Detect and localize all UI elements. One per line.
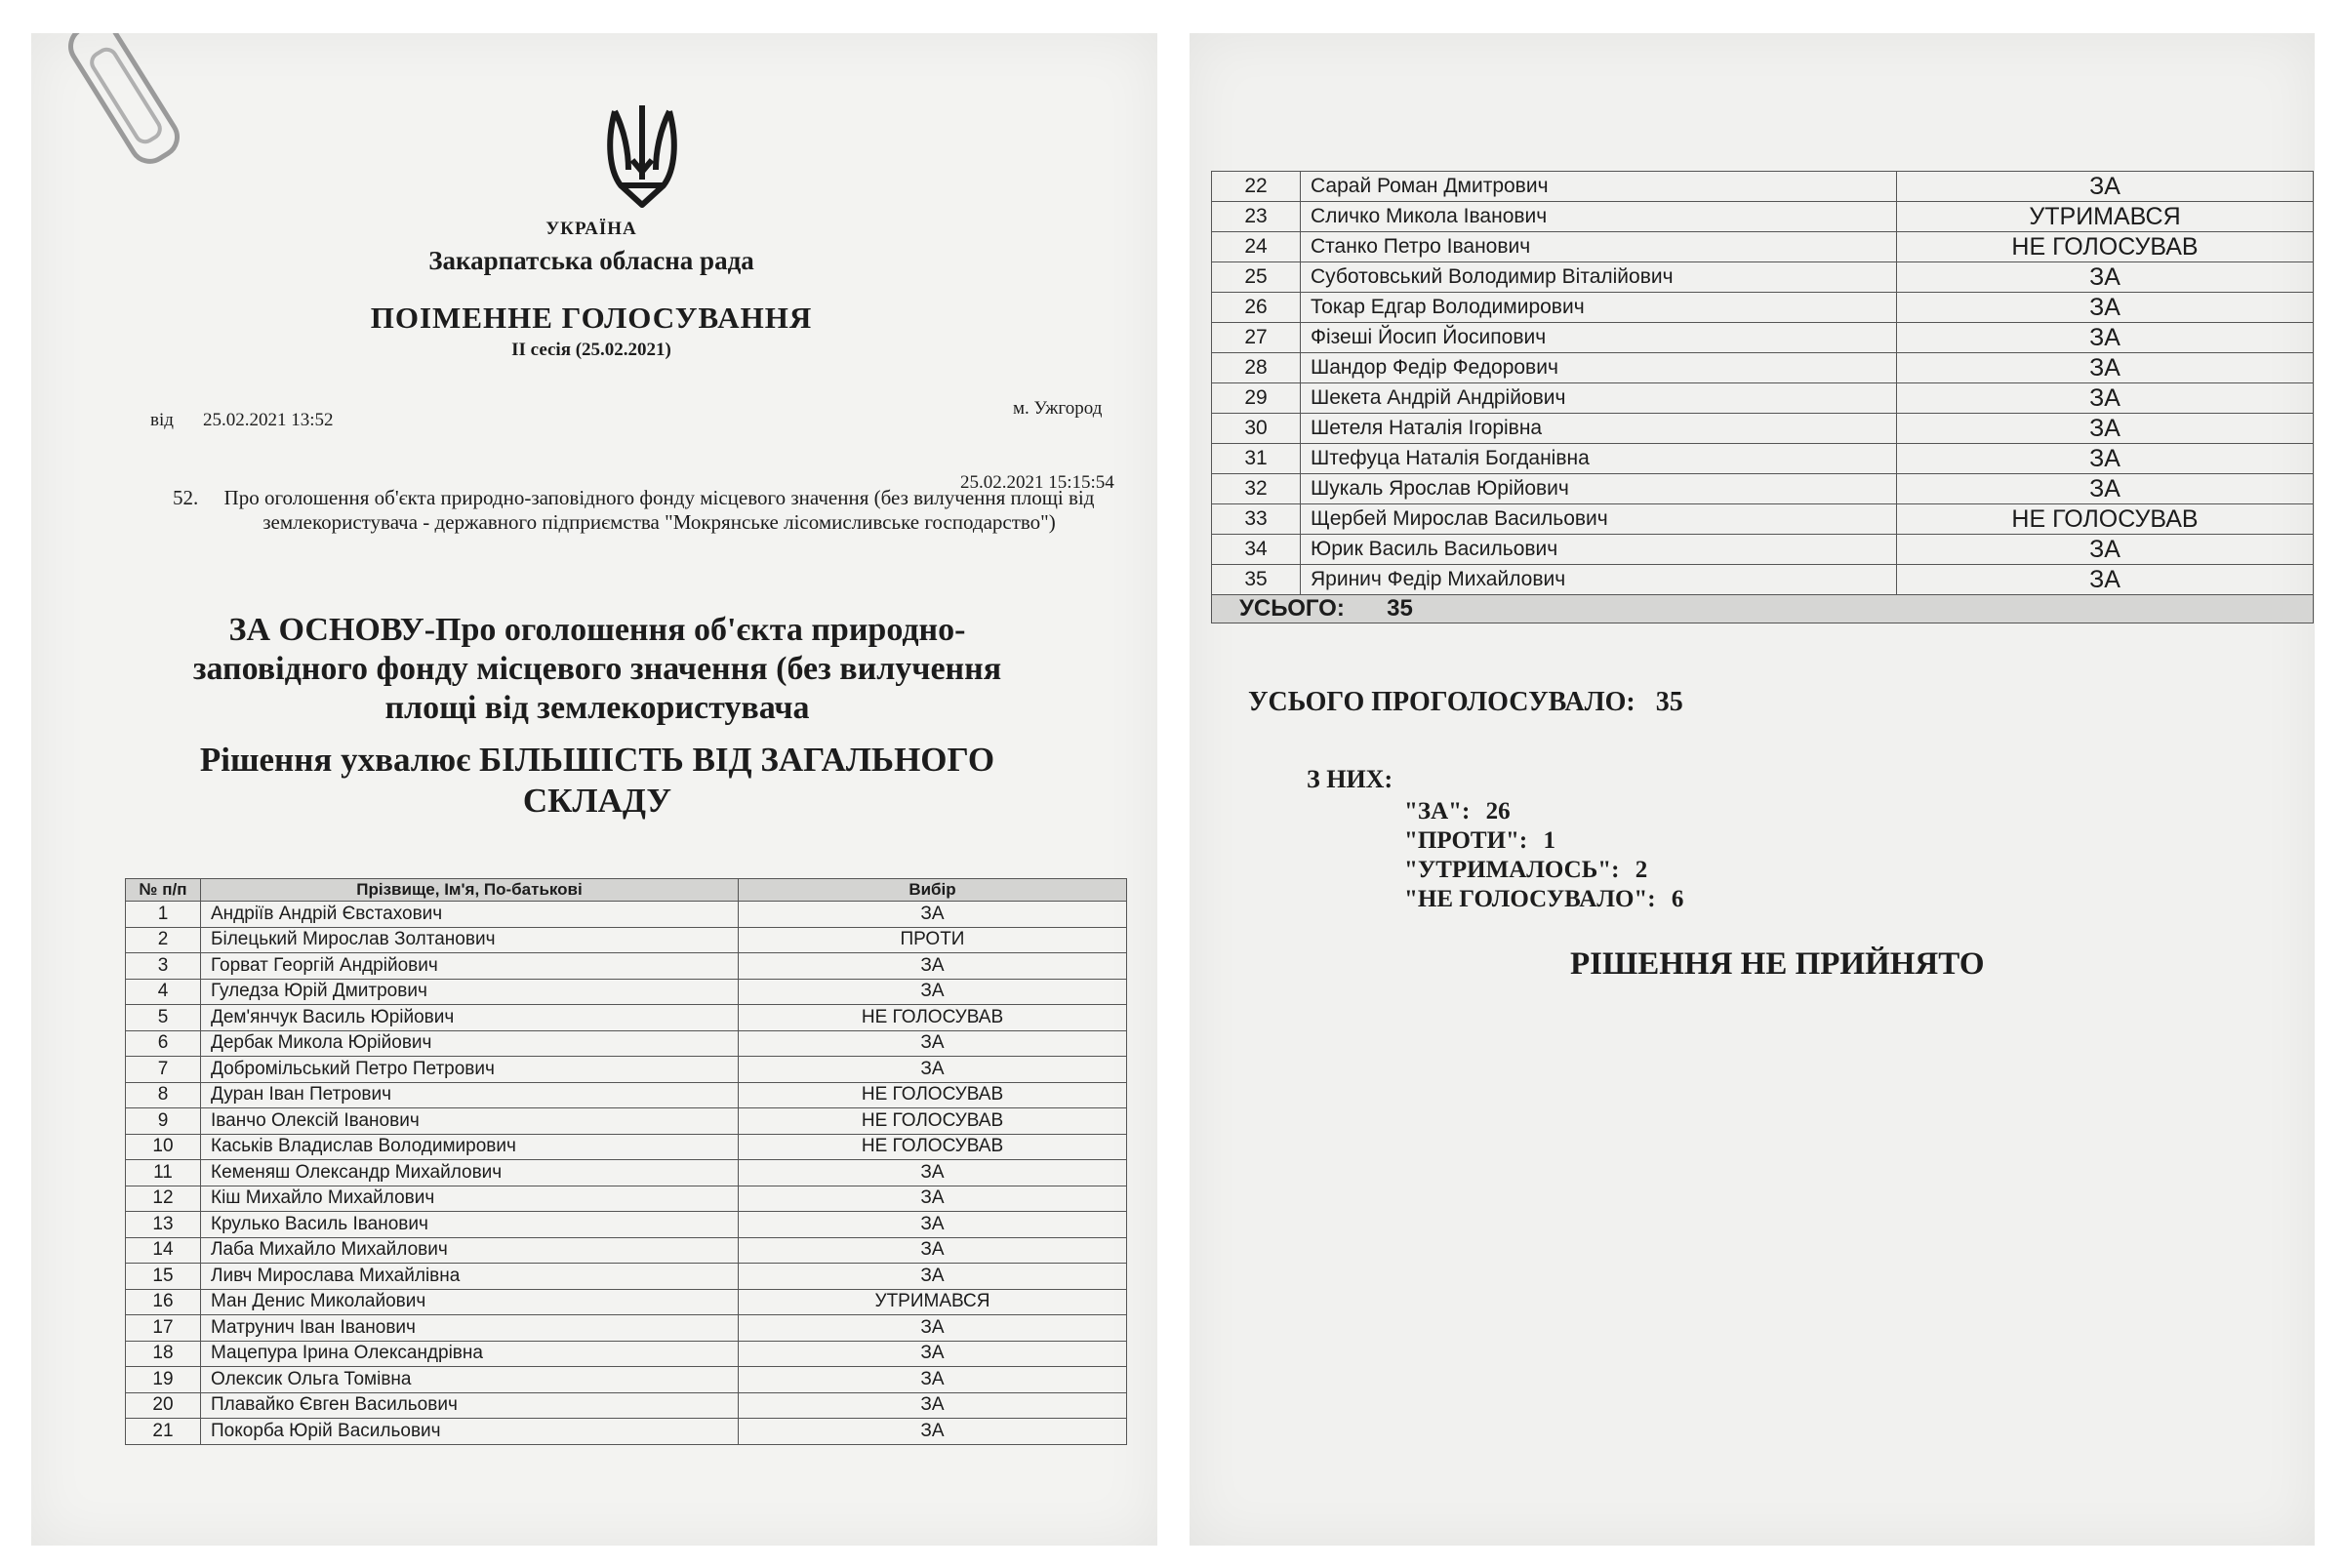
row-vote: ЗА [739,1186,1127,1212]
row-name: Сарай Роман Дмитрович [1301,172,1897,202]
row-vote: ЗА [1897,293,2314,323]
table-header-row [126,879,1127,902]
row-vote: ЗА [1897,535,2314,565]
table-row [1212,414,2314,444]
table-row [126,1005,1127,1031]
document-type: ПОІМЕННЕ ГОЛОСУВАННЯ [370,301,813,335]
row-number: 5 [126,1005,201,1031]
vote-table-left [125,878,1127,1445]
row-number: 16 [126,1289,201,1315]
row-name: Горват Георгій Андрійович [201,953,739,980]
row-name: Гуледза Юрій Дмитрович [201,979,739,1005]
row-vote: ЗА [739,1057,1127,1083]
row-number: 24 [1212,232,1301,262]
row-name: Кіш Михайло Михайлович [201,1186,739,1212]
breakdown-label: "ЗА": [1404,798,1471,824]
breakdown-label: "УТРИМАЛОСЬ": [1404,857,1620,883]
coat-of-arms-icon [603,101,681,211]
table-row [126,1057,1127,1083]
table-row [126,1237,1127,1264]
table-row [126,1315,1127,1342]
breakdown-value: 26 [1485,798,1511,824]
row-vote: ЗА [739,1160,1127,1186]
row-number: 1 [126,902,201,928]
row-name: Білецький Мирослав Золтанович [201,927,739,953]
table-row [1212,232,2314,262]
row-name: Олексик Ольга Томівна [201,1367,739,1393]
row-name: Матрунич Іван Іванович [201,1315,739,1342]
row-name: Шекета Андрій Андрійович [1301,383,1897,414]
row-number: 34 [1212,535,1301,565]
breakdown-label: "НЕ ГОЛОСУВАЛО": [1404,886,1656,912]
row-vote: ЗА [1897,323,2314,353]
row-number: 4 [126,979,201,1005]
row-vote: ЗА [739,1237,1127,1264]
row-vote: ЗА [1897,444,2314,474]
row-name: Мацепура Ірина Олександрівна [201,1341,739,1367]
row-name: Сличко Микола Іванович [1301,202,1897,232]
row-name: Яринич Федір Михайлович [1301,565,1897,595]
row-number: 25 [1212,262,1301,293]
row-name: Щербей Мирослав Васильович [1301,504,1897,535]
header-vote: Вибір [739,879,1127,902]
timestamp: 25.02.2021 15:15:54 [960,472,1114,493]
header-name: Прізвище, Ім'я, По-батькові [201,879,739,902]
row-vote: ПРОТИ [739,927,1127,953]
table-row [126,1160,1127,1186]
total-value: 35 [1387,595,1413,622]
row-name: Дербак Микола Юрійович [201,1030,739,1057]
row-number: 17 [126,1315,201,1342]
council-title: Закарпатська обласна рада [428,246,754,275]
breakdown-label: "ПРОТИ": [1404,827,1528,854]
voted-value: 35 [1655,687,1683,717]
row-number: 27 [1212,323,1301,353]
row-number: 13 [126,1212,201,1238]
row-number: 19 [126,1367,201,1393]
table-row [126,979,1127,1005]
table-row [126,902,1127,928]
row-vote: ЗА [739,1030,1127,1057]
document-page-left [31,33,1157,1546]
row-number: 14 [126,1237,201,1264]
row-name: Іванчо Олексій Іванович [201,1108,739,1135]
table-row [1212,353,2314,383]
row-number: 20 [126,1392,201,1419]
table-row [126,1289,1127,1315]
motion-title: ЗА ОСНОВУ-Про оголошення об'єкта природно-заповідного фонду місцевого значення (без вилучення площі від землекористувача [192,612,1002,726]
row-name: Ливч Мирослава Михайлівна [201,1264,739,1290]
table-row [1212,565,2314,595]
row-vote: НЕ ГОЛОСУВАВ [739,1134,1127,1160]
row-name: Дуран Іван Петрович [201,1082,739,1108]
row-name: Кеменяш Олександр Михайлович [201,1160,739,1186]
table-row [126,927,1127,953]
table-row [126,1212,1127,1238]
row-name: Плавайко Євген Васильович [201,1392,739,1419]
row-number: 8 [126,1082,201,1108]
row-number: 33 [1212,504,1301,535]
row-vote: НЕ ГОЛОСУВАВ [1897,232,2314,262]
decision-result: РІШЕННЯ НЕ ПРИЙНЯТО [1570,946,1985,982]
row-name: Дем'янчук Василь Юрійович [201,1005,739,1031]
row-vote: УТРИМАВСЯ [739,1289,1127,1315]
total-label: УСЬОГО: [1239,595,1345,622]
row-vote: ЗА [1897,172,2314,202]
row-number: 26 [1212,293,1301,323]
row-vote: НЕ ГОЛОСУВАВ [1897,504,2314,535]
header-number: № п/п [126,879,201,902]
breakdown-against [1404,827,1555,855]
row-vote: ЗА [739,979,1127,1005]
table-row [126,1392,1127,1419]
row-name: Андріїв Андрій Євстахович [201,902,739,928]
row-name: Суботовський Володимир Віталійович [1301,262,1897,293]
row-name: Крулько Василь Іванович [201,1212,739,1238]
row-vote: НЕ ГОЛОСУВАВ [739,1005,1127,1031]
row-number: 35 [1212,565,1301,595]
row-vote: ЗА [1897,383,2314,414]
breakdown-value: 6 [1671,886,1684,912]
row-number: 10 [126,1134,201,1160]
row-vote: УТРИМАВСЯ [1897,202,2314,232]
row-vote: ЗА [739,1264,1127,1290]
row-number: 15 [126,1264,201,1290]
table-row [1212,535,2314,565]
table-row [1212,474,2314,504]
row-vote: ЗА [1897,565,2314,595]
row-number: 21 [126,1419,201,1445]
row-vote: ЗА [739,1341,1127,1367]
row-name: Токар Едгар Володимирович [1301,293,1897,323]
table-row [126,1264,1127,1290]
row-vote: ЗА [739,1392,1127,1419]
row-number: 7 [126,1057,201,1083]
row-name: Ман Денис Миколайович [201,1289,739,1315]
vote-table-right [1211,171,2314,623]
table-row [1212,202,2314,232]
table-row [1212,172,2314,202]
row-vote: ЗА [739,1419,1127,1445]
table-row [126,1341,1127,1367]
agenda-item-number: 52. [173,486,199,509]
row-vote: ЗА [739,1367,1127,1393]
row-number: 29 [1212,383,1301,414]
table-row [1212,262,2314,293]
table-row [1212,323,2314,353]
row-vote: ЗА [739,902,1127,928]
row-name: Добромільський Петро Петрович [201,1057,739,1083]
row-number: 32 [1212,474,1301,504]
agenda-item-text: Про оголошення об'єкта природно-заповідного фонду місцевого значення (без вилучення площі від землекористувача - державного підприємства "Мокрянське лісомисливське господарство") [223,486,1095,534]
row-vote: ЗА [739,1212,1127,1238]
table-row [1212,383,2314,414]
row-number: 2 [126,927,201,953]
breakdown-value: 2 [1635,857,1648,883]
row-name: Шетеля Наталія Ігорівна [1301,414,1897,444]
row-name: Шандор Федір Федорович [1301,353,1897,383]
row-number: 9 [126,1108,201,1135]
date-label: від [150,410,174,430]
row-vote: ЗА [1897,353,2314,383]
row-vote: ЗА [739,1315,1127,1342]
row-number: 11 [126,1160,201,1186]
row-vote: НЕ ГОЛОСУВАВ [739,1108,1127,1135]
voted-total [1248,687,1683,718]
row-number: 18 [126,1341,201,1367]
breakdown-abstained [1404,857,1647,884]
row-number: 30 [1212,414,1301,444]
row-number: 22 [1212,172,1301,202]
row-vote: НЕ ГОЛОСУВАВ [739,1082,1127,1108]
row-number: 12 [126,1186,201,1212]
table-row [126,1186,1127,1212]
row-number: 3 [126,953,201,980]
table-row [126,1419,1127,1445]
table-row [126,1082,1127,1108]
row-name: Лаба Михайло Михайлович [201,1237,739,1264]
breakdown-value: 1 [1543,827,1555,854]
country-title: УКРАЇНА [545,219,637,239]
row-name: Юрик Василь Васильович [1301,535,1897,565]
row-vote: ЗА [739,953,1127,980]
row-number: 23 [1212,202,1301,232]
of-them-label: З НИХ: [1307,765,1393,793]
total-row [1212,595,2314,623]
table-row [1212,293,2314,323]
table-row [126,1367,1127,1393]
row-name: Шукаль Ярослав Юрійович [1301,474,1897,504]
row-vote: ЗА [1897,262,2314,293]
voted-label: УСЬОГО ПРОГОЛОСУВАЛО: [1248,687,1635,717]
row-name: Покорба Юрій Васильович [201,1419,739,1445]
decision-rule: Рішення ухвалює БІЛЬШІСТЬ ВІД ЗАГАЛЬНОГО СКЛАДУ [199,741,995,820]
row-number: 31 [1212,444,1301,474]
table-row [126,1134,1127,1160]
row-name: Фізеші Йосип Йосипович [1301,323,1897,353]
table-row [1212,504,2314,535]
date-value: 25.02.2021 13:52 [203,410,334,430]
row-name: Штефуца Наталія Богданівна [1301,444,1897,474]
session-label: II сесія (25.02.2021) [511,340,671,360]
city-label: м. Ужгород [1013,398,1103,419]
table-row [1212,444,2314,474]
row-number: 6 [126,1030,201,1057]
row-vote: ЗА [1897,474,2314,504]
row-vote: ЗА [1897,414,2314,444]
table-row [126,1030,1127,1057]
row-name: Каськів Владислав Володимирович [201,1134,739,1160]
row-name: Станко Петро Іванович [1301,232,1897,262]
breakdown-not-voted [1404,886,1683,913]
table-row [126,1108,1127,1135]
breakdown-for [1404,798,1511,825]
row-number: 28 [1212,353,1301,383]
table-row [126,953,1127,980]
document-page-right [1190,33,2315,1546]
